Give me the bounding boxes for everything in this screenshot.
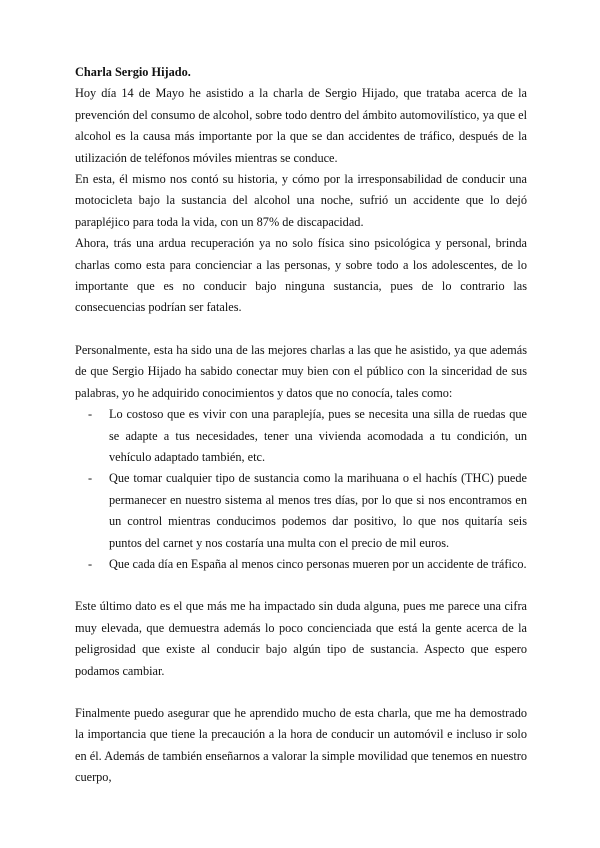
list-item — [75, 404, 527, 468]
paragraph-spacer — [75, 319, 527, 340]
paragraph-impact: Este último dato es el que más me ha impactado sin duda alguna, pues me parece una cifra muy elevada, que demuestra además lo poco concienciada que está la gente acerca de la peligrosidad que existe al conducir bajo algún tipo de sustancia. Aspecto que espero podamos cambiar. — [75, 599, 527, 678]
dash-bullet-icon: - — [88, 407, 93, 422]
dash-bullet-icon: - — [88, 471, 93, 486]
document-body — [75, 62, 527, 789]
paragraph-intro: Hoy día 14 de Mayo he asistido a la charla de Sergio Hijado, que trataba acerca de la prevención del consumo de alcohol, sobre todo dentro del ámbito automovilístico, ya que el alcohol es la causa más importante por la que se dan accidentes de tráfico, después de la utilización de teléfonos móviles mientras se conduce. — [75, 86, 527, 165]
list-item-text: Que cada día en España al menos cinco personas mueren por un accidente de tráfico. — [109, 556, 527, 571]
dash-bullet-icon: - — [88, 556, 93, 571]
paragraph-opinion: Personalmente, esta ha sido una de las mejores charlas a las que he asistido, ya que además de que Sergio Hijado ha sabido conectar muy bien con el público con la sinceridad de sus palabras, yo he adquirido conocimientos y datos que no conocía, tales como: — [75, 342, 527, 400]
paragraph-spacer — [75, 682, 527, 703]
document-title: Charla Sergio Hijado. — [75, 65, 191, 79]
paragraph-conclusion: Finalmente puedo asegurar que he aprendido mucho de esta charla, que me ha demostrado la importancia que tiene la precaución a la hora de conducir un automóvil e incluso ir solo en él. Además de también enseñarnos a valorar la simple movilidad que tenemos en nuestro cuerpo, — [75, 705, 527, 785]
list-item — [75, 554, 527, 575]
list-item-text: Que tomar cualquier tipo de sustancia como la marihuana o el hachís (THC) puede permanecer en nuestro sistema al menos tres días, por lo que si nos encontramos en un control mientras conducimos podemos dar positivo, lo que nos quitaría seis puntos del carnet y nos costaría una multa con el precio de mil euros. — [109, 471, 527, 550]
paragraph-spacer — [75, 575, 527, 596]
learned-facts-list — [75, 404, 527, 575]
paragraph-story: En esta, él mismo nos contó su historia, y cómo por la irresponsabilidad de conducir una motocicleta bajo la sustancia del alcohol una noche, sufrió un accidente que lo dejó parapléjico para toda la vida, con un 87% de discapacidad. — [75, 172, 527, 229]
paragraph-recovery: Ahora, trás una ardua recuperación ya no solo física sino psicológica y personal, brinda charlas como esta para concienciar a las personas, y sobre todo a los adolescentes, de lo importante que es no conducir bajo ninguna sustancia, pues de lo contrario las consecuencias podrían ser fatales. — [75, 236, 527, 315]
list-item — [75, 468, 527, 554]
list-item-text: Lo costoso que es vivir con una paraplejía, pues se necesita una silla de ruedas que se adapte a tus necesidades, tener una vivienda acomodada a tu condición, un vehículo adaptado también, etc. — [109, 407, 527, 464]
